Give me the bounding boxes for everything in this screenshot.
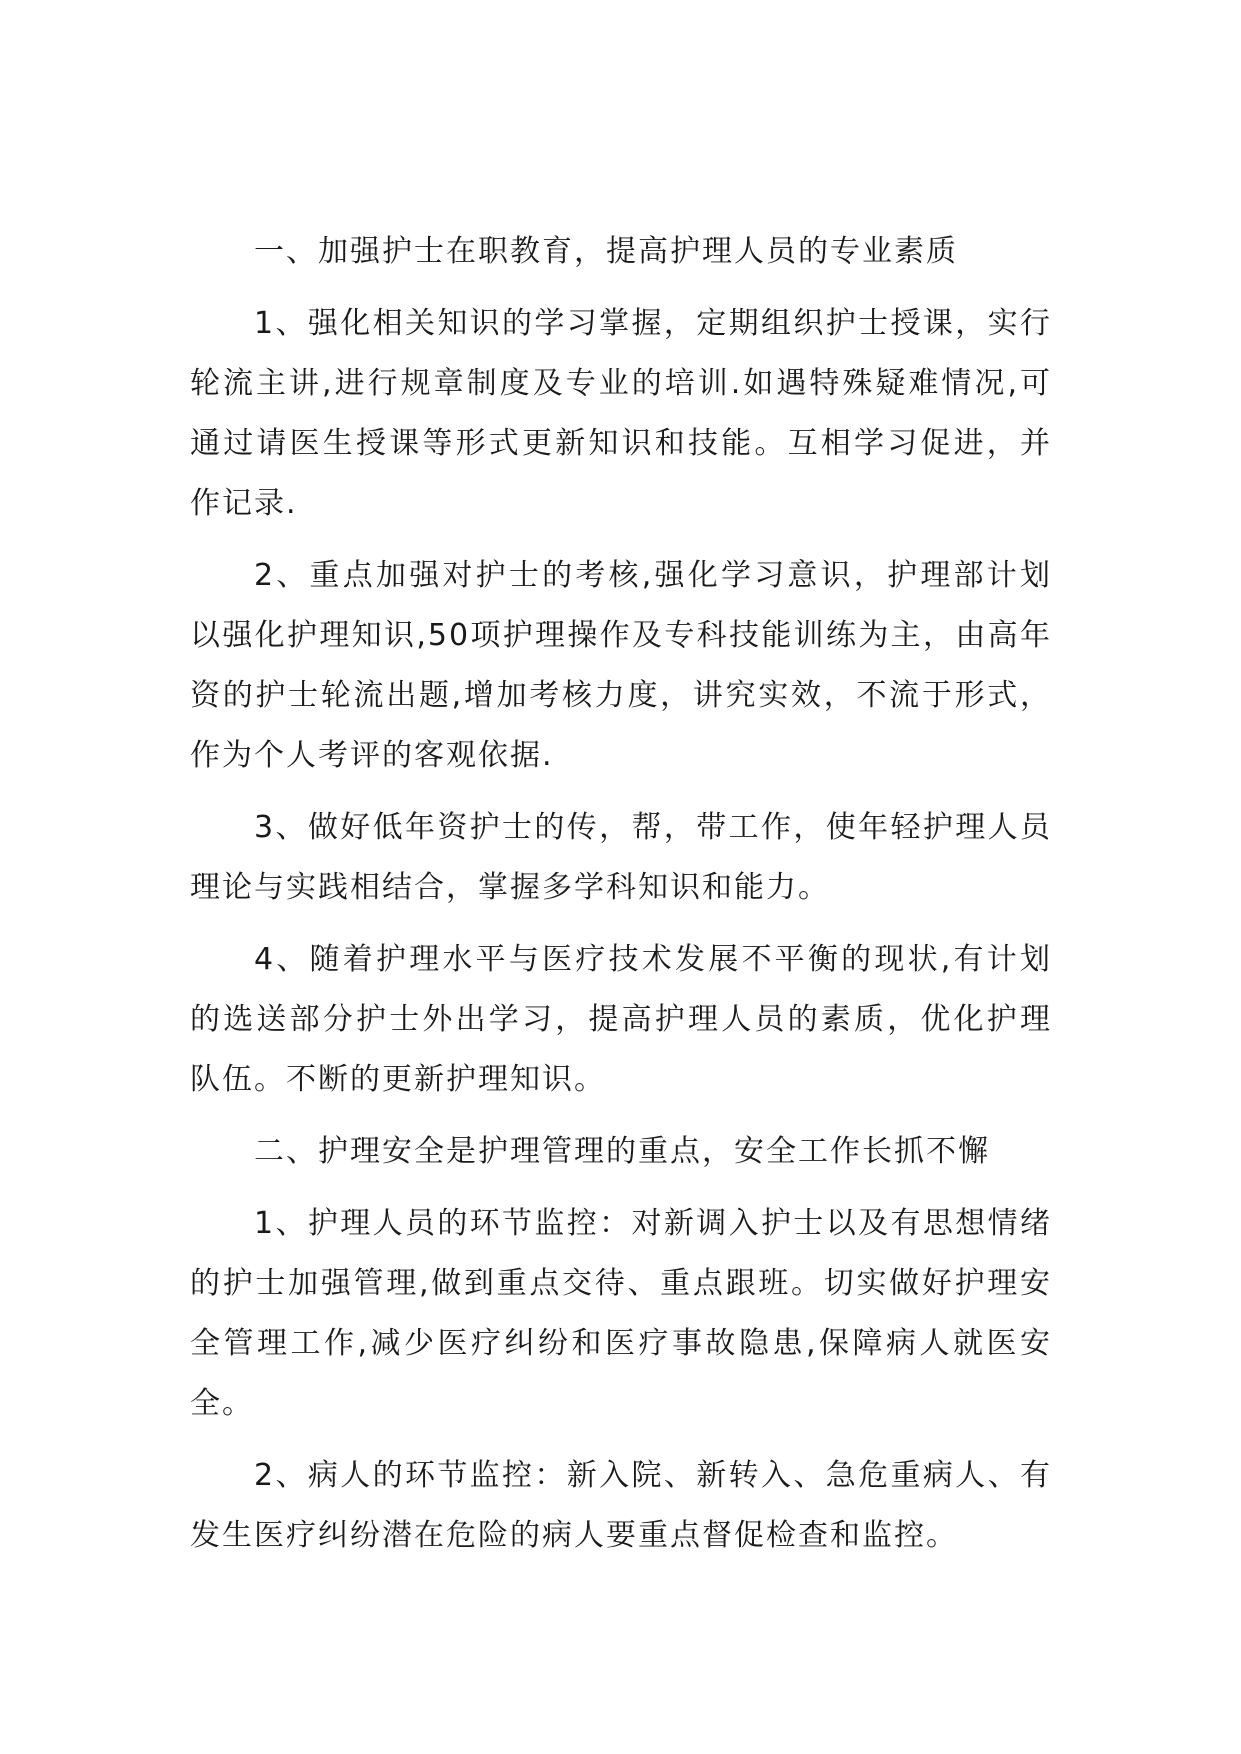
paragraph-item-6: 2、病人的环节监控：新入院、新转入、急危重病人、有发生医疗纠纷潜在危险的病人要重点督促检查和监控。 xyxy=(190,1458,1052,1553)
paragraph-item-5: 1、护理人员的环节监控：对新调入护士以及有思想情绪的护士加强管理,做到重点交待、重点跟班。切实做好护理安全管理工作,减少医疗纠纷和医疗事故隐患,保障病人就医安全。 xyxy=(190,1206,1052,1421)
paragraph-item-3: 3、做好低年资护士的传，帮，带工作，使年轻护理人员理论与实践相结合，掌握多学科知识和能力。 xyxy=(190,810,1052,905)
section-heading-2: 二、护理安全是护理管理的重点，安全工作长抓不懈 xyxy=(254,1134,990,1169)
paragraph-item-4: 4、随着护理水平与医疗技术发展不平衡的现状,有计划的选送部分护士外出学习，提高护理人员的素质，优化护理队伍。不断的更新护理知识。 xyxy=(190,942,1052,1097)
document-body xyxy=(190,222,1052,1578)
section-heading-1: 一、加强护士在职教育，提高护理人员的专业素质 xyxy=(254,234,958,269)
paragraph-item-1: 1、强化相关知识的学习掌握，定期组织护士授课，实行轮流主讲,进行规章制度及专业的培训.如遇特殊疑难情况,可通过请医生授课等形式更新知识和技能。互相学习促进，并作记录. xyxy=(190,306,1052,521)
paragraph-item-2: 2、重点加强对护士的考核,强化学习意识，护理部计划以强化护理知识,50项护理操作及专科技能训练为主，由高年资的护士轮流出题,增加考核力度，讲究实效，不流于形式，作为个人考评的客观依据. xyxy=(190,558,1052,773)
